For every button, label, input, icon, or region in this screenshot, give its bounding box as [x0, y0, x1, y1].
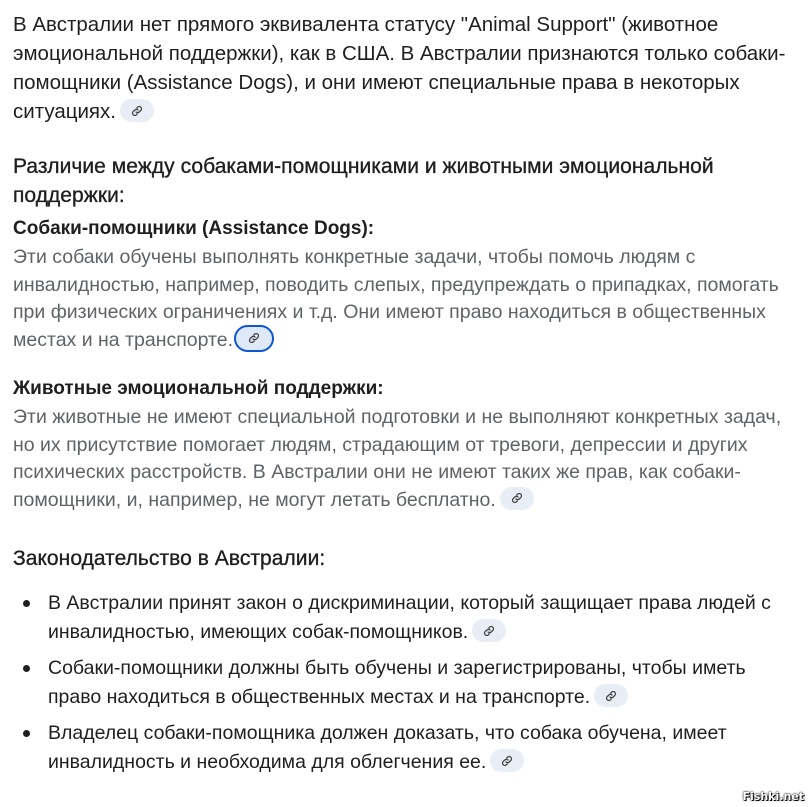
emotional-support-heading: Животные эмоциональной поддержки: — [13, 378, 384, 399]
link-icon — [605, 690, 617, 702]
response-content — [13, 10, 798, 784]
intro-paragraph — [13, 10, 798, 126]
link-icon — [131, 105, 143, 117]
source-link-chip[interactable] — [500, 487, 534, 510]
assistance-dogs-heading: Собаки-помощники (Assistance Dogs): — [13, 218, 375, 239]
watermark: Fishki.net — [742, 790, 804, 803]
source-link-chip[interactable] — [594, 684, 628, 707]
emotional-support-paragraph — [13, 404, 798, 514]
source-link-chip[interactable] — [472, 619, 506, 642]
emotional-support-text: Эти животные не имеют специальной подготовки и не выполняют конкретных задач, но их присутствие помогает людям, страдающим от тревоги, депрессии и других психических расстройств. В Австралии они не имеют таких же прав, как собаки-помощники, и, например, не могут летать бесплатно. — [13, 406, 782, 511]
source-link-chip[interactable] — [490, 749, 524, 772]
link-icon — [483, 625, 495, 637]
assistance-dogs-text: Эти собаки обучены выполнять конкретные задачи, чтобы помочь людям с инвалидностью, например, поводить слепых, предупреждать о припадках, помогать при физических ограничениях и т.д. Они имеют право находиться в общественных местах и на транспорте. — [13, 246, 779, 351]
source-link-chip[interactable] — [120, 99, 154, 122]
list-item — [13, 589, 798, 647]
link-icon — [248, 332, 260, 344]
law-list — [13, 589, 798, 777]
bullet-icon — [23, 600, 30, 607]
difference-heading: Различие между собаками-помощниками и животными эмоциональной поддержки: — [13, 155, 714, 207]
intro-text: В Австралии нет прямого эквивалента статусу "Animal Support" (животное эмоциональной поддержки), как в США. В Австралии признаются только собаки-помощники (Assistance Dogs), и они имеют специальные права в некоторых ситуациях. — [13, 13, 786, 123]
list-item-text: Владелец собаки-помощника должен доказать, что собака обучена, имеет инвалидность и необходима для облегчения ее. — [48, 722, 727, 773]
bullet-icon — [23, 665, 30, 672]
assistance-dogs-paragraph — [13, 244, 798, 354]
link-icon — [511, 492, 523, 504]
list-item — [13, 654, 798, 712]
source-link-chip-active[interactable] — [234, 325, 274, 352]
list-item-text: В Австралии принят закон о дискриминации, который защищает права людей с инвалидностью, имеющих собак-помощников. — [48, 592, 771, 643]
law-heading: Законодательство в Австралии: — [13, 547, 326, 570]
list-item-text: Собаки-помощники должны быть обучены и зарегистрированы, чтобы иметь право находиться в общественных местах и на транспорте. — [48, 657, 746, 708]
list-item — [13, 719, 798, 777]
bullet-icon — [23, 730, 30, 737]
link-icon — [501, 755, 513, 767]
